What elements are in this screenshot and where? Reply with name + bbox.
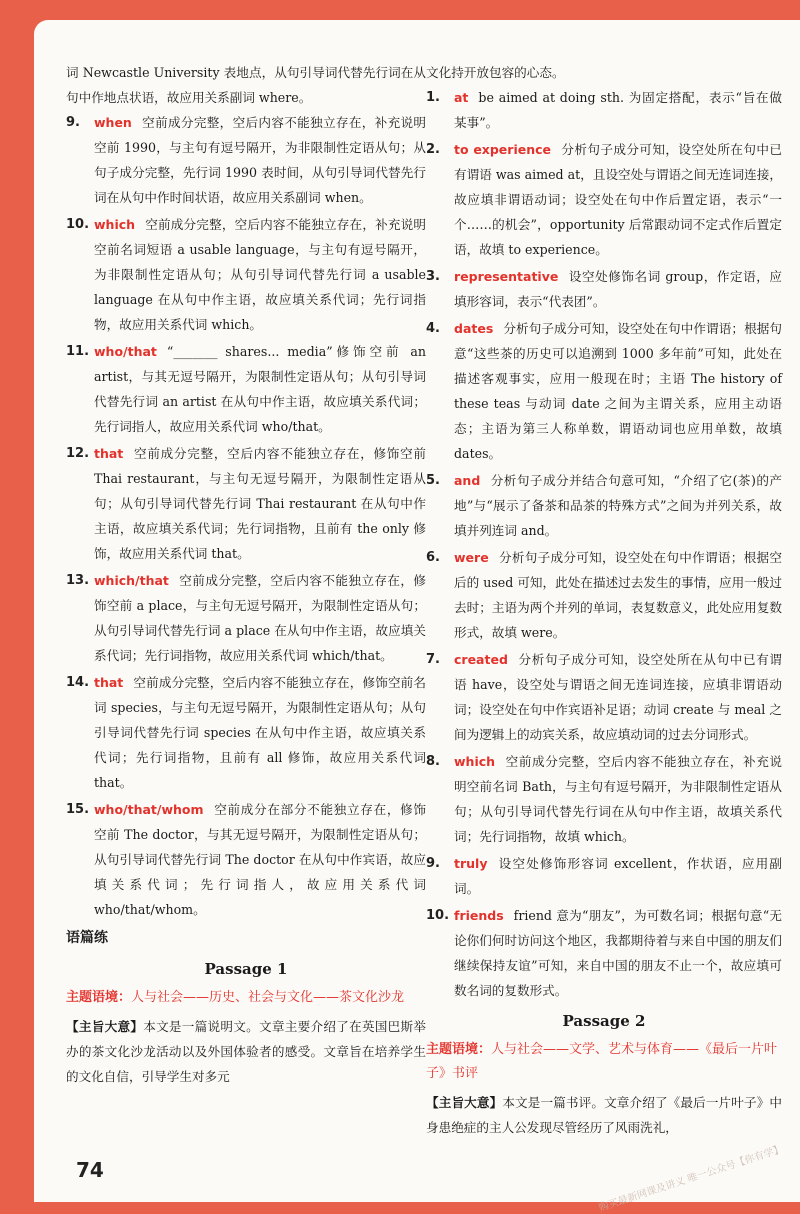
document-page [34, 20, 800, 1214]
answer-keyword: which/that [94, 573, 169, 588]
item-number: 12. [66, 446, 90, 461]
answer-explanation: friend 意为“朋友”，为可数名词；根据句意“无论你们何时访问这个地区，我都期待着与来自中国的朋友们继续保持友谊”可知，来自中国的朋友不止一个，故应填可数名词的复数形式。 [454, 908, 782, 998]
answer-item [426, 137, 782, 262]
answer-item [426, 264, 782, 314]
answer-keyword: representative [454, 269, 559, 284]
answer-item [426, 851, 782, 901]
left-intro: 词 Newcastle University 表地点，从句引导词代替先行词在从句中作地点状语，故应用关系副词 where。 [66, 65, 426, 105]
answer-keyword: which [454, 754, 496, 769]
answer-explanation: 分析句子成分可知，设空处在句中作谓语；根据句意“这些茶的历史可以追溯到 1000 多年前”可知，此处在描述客观事实，应用一般现在时；主语 The history of these teas 与动词 date 之间为主谓关系，应用主动语态；主语为第三人称单数，谓语动词也应用单数，故填 dates。 [454, 321, 782, 461]
answer-keyword: and [454, 473, 481, 488]
answer-explanation: 设空处修饰名词 group，作定语，应填形容词，表示“代表团”。 [454, 269, 782, 309]
answer-explanation: 设空处修饰形容词 excellent，作状语，应用副词。 [454, 856, 782, 896]
answer-keyword: that [94, 675, 124, 690]
right-answer-list [426, 85, 782, 1003]
answer-item [66, 441, 426, 566]
item-number: 9. [66, 115, 80, 130]
answer-explanation: 空前成分完整，空后内容不能独立存在，补充说明空前名词短语 a usable language，与主句有逗号隔开，为非限制性定语从句；从句引导词代替先行词 a usable language 在从句中作主语，故应填关系代词；先行词指物，故应用关系代词 which。 [94, 217, 426, 332]
item-number: 5. [426, 473, 440, 488]
item-number: 3. [426, 269, 440, 284]
theme-text: 人与社会——历史、社会与文化——茶文化沙龙 [131, 990, 405, 1005]
answer-item [66, 670, 426, 795]
item-number: 10. [66, 217, 90, 232]
answer-keyword: that [94, 446, 124, 461]
answer-explanation: 分析句子成分并结合句意可知，“介绍了它(茶)的产地”与“展示了备茶和品茶的特殊方式”之间为并列关系，故填并列连词 and。 [454, 473, 782, 538]
item-number: 6. [426, 550, 440, 565]
answer-explanation: 空前成分完整，空后内容不能独立存在，修饰空前 a place，与主句无逗号隔开，为限制性定语从句；从句引导词代替先行词 a place 在从句中作主语，故应填关系代词；先行词指物，故应用关系代词 which/that。 [94, 573, 426, 663]
summary-label: 【主旨大意】 [66, 1019, 144, 1034]
theme-label: 主题语境： [66, 990, 132, 1005]
answer-keyword: who/that/whom [94, 802, 204, 817]
item-number: 7. [426, 652, 440, 667]
answer-item [66, 110, 426, 210]
passage-1-theme [66, 986, 426, 1010]
watermark: 购买最新网课及讲义 唯一公众号【你有学】 [597, 1143, 785, 1214]
answer-keyword: to experience [454, 142, 551, 157]
answer-keyword: dates [454, 321, 494, 336]
answer-item [66, 339, 426, 439]
answer-explanation: “_______ shares... media”修饰空前 an artist，与其无逗号隔开，为限制性定语从句；从句引导词代替先行词 an artist 在从句中作主语，故应填关系代词；先行词指人，故应用关系代词 who/that。 [94, 344, 426, 434]
answer-keyword: created [454, 652, 508, 667]
theme-label: 主题语境： [426, 1042, 492, 1057]
summary-text: 本文是一篇书评。文章介绍了《最后一片叶子》中身患绝症的主人公发现尽管经历了风雨洗礼， [426, 1095, 782, 1135]
answer-explanation: 空前成分完整，空后内容不能独立存在，修饰空前名词 species，与主句无逗号隔开，为限制性定语从句；从句引导词代替先行词 species 在从句中作主语，故应填关系代词；先行词指物，且前有 all 修饰，故应用关系代词 that。 [94, 675, 426, 790]
item-number: 11. [66, 344, 90, 359]
page-number: 74 [76, 1158, 104, 1182]
answer-item [426, 647, 782, 747]
answer-item [426, 85, 782, 135]
section-title: 语篇练 [66, 930, 108, 946]
answer-item [426, 316, 782, 466]
item-number: 13. [66, 573, 90, 588]
answer-item [66, 797, 426, 922]
answer-explanation: 分析句子成分可知，设空处所在句中已有谓语 was aimed at，且设空处与谓语之间无连词连接，故应填非谓语动词；设空处在句中作后置定语，表示“一个……的机会”，opportunity 后常跟动词不定式作后置定语，故填 to experience。 [454, 142, 782, 257]
item-number: 10. [426, 908, 450, 923]
answer-explanation: 空前成分完整，空后内容不能独立存在，补充说明空前名词 Bath，与主句有逗号隔开，为非限制性定语从句；从句引导词代替先行词在从句中作主语，故填关系代词；先行词指物，故填 which。 [454, 754, 782, 844]
left-answer-list [66, 110, 426, 922]
passage-1-title: Passage 1 [204, 960, 288, 978]
answer-explanation: 空前成分完整，空后内容不能独立存在，补充说明空前 1990，与主句有逗号隔开，为非限制性定语从句；从句子成分完整，先行词 1990 表时间，从句引导词代替先行词在从句中作时间状语，故应用关系副词 when。 [94, 115, 426, 205]
answer-explanation: 分析句子成分可知，设空处所在从句中已有谓语 have，设空处与谓语之间无连词连接，应填非谓语动词；设空处在句中作宾语补足语；动词 create 与 meal 之间为逻辑上的动宾关系，故应填动词的过去分词形式。 [454, 652, 782, 742]
item-number: 8. [426, 754, 440, 769]
answer-item [426, 749, 782, 849]
answer-keyword: which [94, 217, 136, 232]
passage-1-summary [66, 1014, 426, 1089]
answer-keyword: truly [454, 856, 488, 871]
answer-item [426, 468, 782, 543]
answer-keyword: friends [454, 908, 504, 923]
answer-explanation: 分析句子成分可知，设空处在句中作谓语；根据空后的 used 可知，此处在描述过去发生的事情，应用一般过去时；主语为两个并列的单词，表复数意义，此处应用复数形式，故填 were。 [454, 550, 782, 640]
answer-item [426, 903, 782, 1003]
item-number: 14. [66, 675, 90, 690]
answer-item [66, 212, 426, 337]
answer-explanation: be aimed at doing sth. 为固定搭配，表示“旨在做某事”。 [454, 90, 782, 130]
item-number: 15. [66, 802, 90, 817]
passage-2-theme [426, 1038, 782, 1086]
item-number: 2. [426, 142, 440, 157]
item-number: 1. [426, 90, 440, 105]
answer-keyword: who/that [94, 344, 157, 359]
answer-keyword: at [454, 90, 469, 105]
right-column [426, 60, 782, 1140]
right-intro: 文化持开放包容的心态。 [426, 65, 565, 80]
passage-2-summary [426, 1090, 782, 1140]
summary-label: 【主旨大意】 [426, 1095, 503, 1110]
answer-item [66, 568, 426, 668]
answer-keyword: were [454, 550, 489, 565]
left-column [66, 60, 426, 1089]
theme-text: 人与社会——文学、艺术与体育——《最后一片叶子》书评 [426, 1042, 778, 1081]
answer-explanation: 空前成分在部分不能独立存在，修饰空前 The doctor，与其无逗号隔开，为限制性定语从句；从句引导词代替先行词 The doctor 在从句中作宾语，故应填关系代词；先行词指人，故应用关系代词 who/that/whom。 [94, 802, 426, 917]
answer-explanation: 空前成分完整，空后内容不能独立存在，修饰空前 Thai restaurant，与主句无逗号隔开，为限制性定语从句；从句引导词代替先行词 Thai restaurant 在从句中作主语，故应填关系代词；先行词指物，且前有 the only 修饰，故应用关系代词 that。 [94, 446, 426, 561]
passage-2-title: Passage 2 [562, 1012, 646, 1030]
item-number: 4. [426, 321, 440, 336]
summary-text: 本文是一篇说明文。文章主要介绍了在英国巴斯举办的茶文化沙龙活动以及外国体验者的感受。文章旨在培养学生的文化自信，引导学生对多元 [66, 1019, 427, 1084]
answer-keyword: when [94, 115, 132, 130]
item-number: 9. [426, 856, 440, 871]
answer-item [426, 545, 782, 645]
